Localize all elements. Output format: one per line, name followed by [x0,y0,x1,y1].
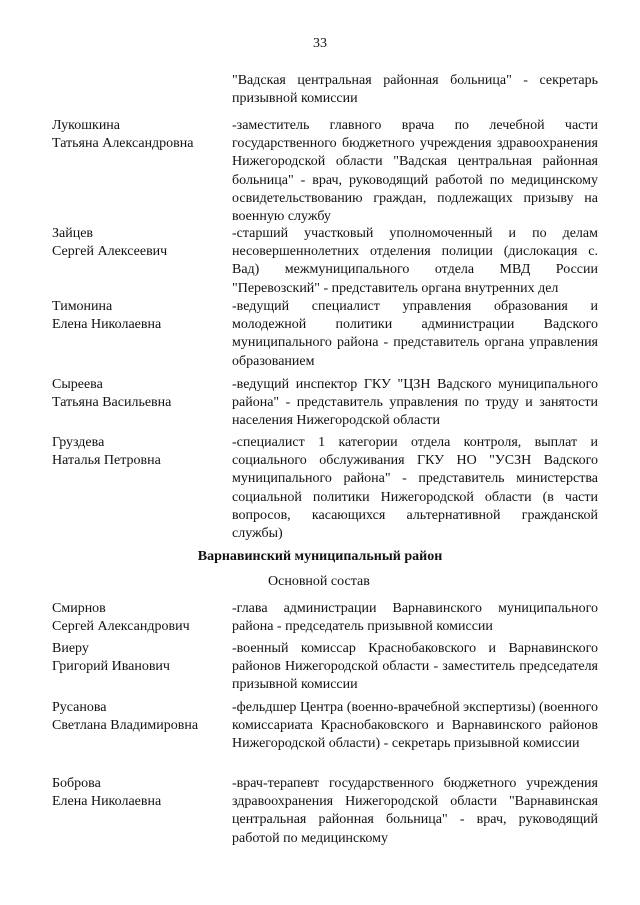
member-surname: Лукошкина [52,118,121,133]
member-surname: Виеру [52,641,89,656]
member-given-names: Елена Николаевна [52,794,162,810]
member-role: -заместитель главного врача по лечебной части государственного бюджетного учреждения здравоохранения Нижегородской области "Вадская центральная районная больница" - врач, руководящий работой по медицинскому освидетельствованию граждан, подлежащих призыву на военную службу [232,118,598,225]
continuation-text: "Вадская центральная районная больница" - секретарь призывной комиссии [232,73,598,107]
member-name [52,600,227,636]
subsection-title: Основной состав [268,574,370,589]
member-name [52,117,227,153]
member-surname: Тимонина [52,299,113,314]
member-surname: Зайцев [52,226,94,241]
member-given-names: Сергей Александрович [52,619,190,635]
member-name [52,225,227,261]
member-given-names: Сергей Алексеевич [52,244,168,260]
member-name [52,640,227,676]
member-role: -фельдшер Центра (военно-врачебной экспертизы) (военного комиссариата Краснобаковского и Варнавинского районов Нижегородской области) - секретарь призывной комиссии [232,700,598,752]
member-role: -военный комиссар Краснобаковского и Варнавинского районов Нижегородской области - заместитель председателя призывной комиссии [232,641,598,693]
member-name [52,775,227,811]
page-number: 33 [313,36,327,51]
member-given-names: Татьяна Васильевна [52,395,172,411]
member-role: -старший участковый уполномоченный и по делам несовершеннолетних отделения полиции (дислокация с. Вад) межмуниципального отдела МВД России "Перевозский" - представитель органа внутренних дел [232,226,598,296]
member-name [52,699,227,735]
section-title: Варнавинский муниципальный район [197,549,443,564]
member-surname: Русанова [52,700,107,715]
member-name [52,376,227,412]
member-name [52,298,227,334]
member-surname: Боброва [52,776,101,791]
member-role: -специалист 1 категории отдела контроля, выплат и социального обслуживания ГКУ НО "УСЗН Вадского муниципального района" - представитель министерства социальной политики Нижегородской области (в части вопросов, касающихся альтернативной гражданской службы) [232,435,598,542]
member-given-names: Светлана Владимировна [52,718,199,734]
member-surname: Смирнов [52,601,106,616]
member-given-names: Григорий Иванович [52,659,170,675]
member-given-names: Татьяна Александровна [52,136,194,152]
member-role: -врач-терапевт государственного бюджетного учреждения здравоохранения Нижегородской области "Варнавинская центральная районная больница" - врач, руководящий работой по медицинскому [232,776,598,846]
member-role: -ведущий специалист управления образования и молодежной политики администрации Вадского муниципального района - представитель органа управления образованием [232,299,598,369]
member-surname: Сыреева [52,377,103,392]
member-role: -ведущий инспектор ГКУ "ЦЗН Вадского муниципального района" - представитель управления по труду и занятости населения Нижегородской области [232,377,598,429]
member-role: -глава администрации Варнавинского муниципального района - председатель призывной комиссии [232,601,598,635]
member-name [52,434,227,470]
member-surname: Груздева [52,435,105,450]
member-given-names: Наталья Петровна [52,453,161,469]
member-given-names: Елена Николаевна [52,317,162,333]
